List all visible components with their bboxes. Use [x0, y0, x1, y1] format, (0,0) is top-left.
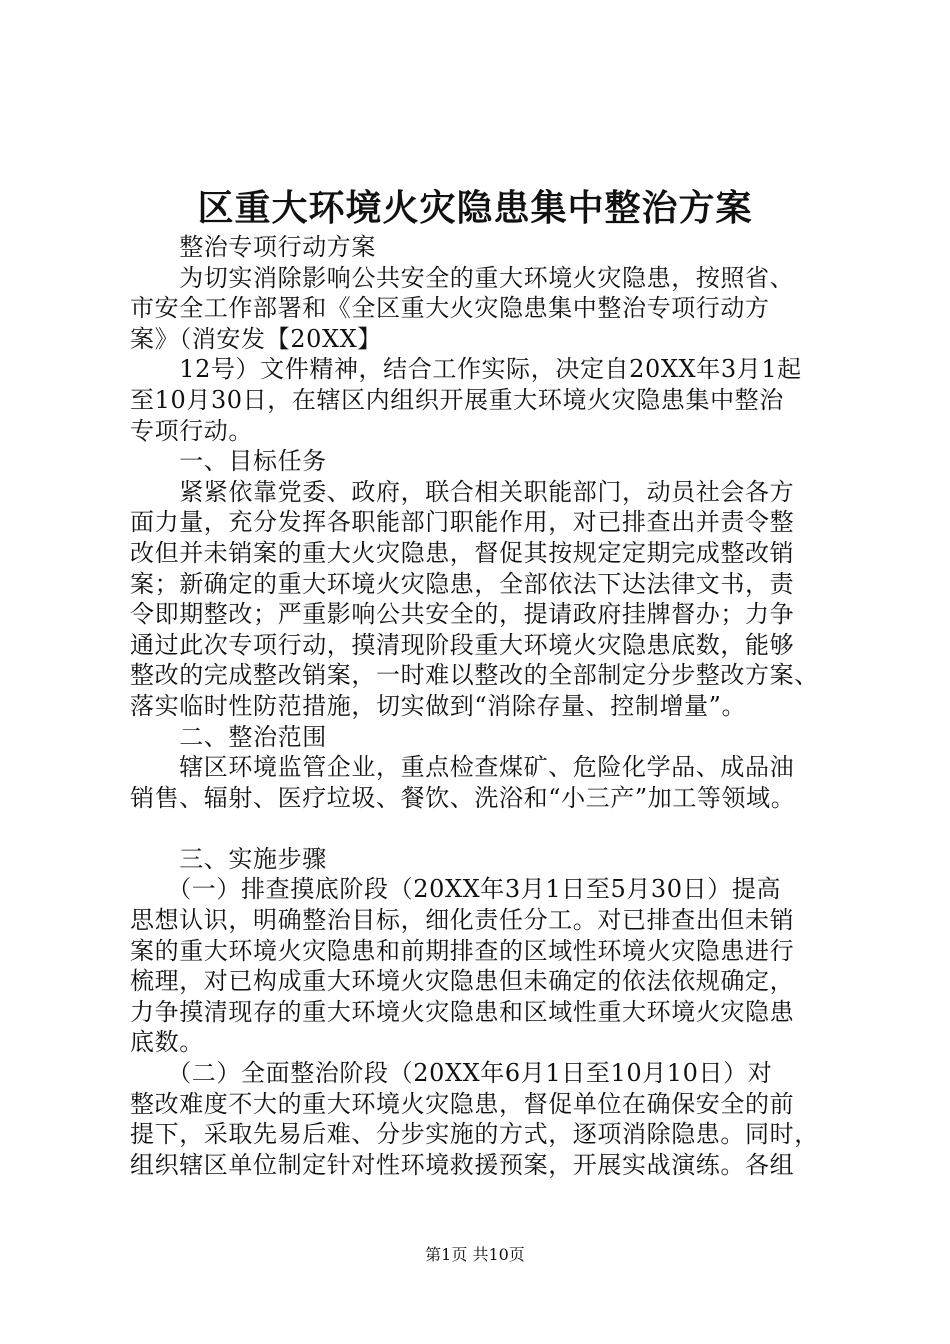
body-line: 组织辖区单位制定针对性环境救援预案，开展实战演练。各组 [130, 1150, 795, 1179]
body-line: 销售、辐射、医疗垃圾、餐饮、洗浴和“小三产”加工等领域。 [130, 783, 796, 812]
document-body [130, 232, 842, 1180]
body-line: 案》（消安发【20XX】 [130, 324, 382, 353]
body-line: 落实临时性防范措施，切实做到“消除存量、控制增量”。 [130, 691, 747, 720]
body-line: 思想认识，明确整治目标，细化责任分工。对已排查出但未销 [130, 906, 795, 935]
body-line: 提下，采取先易后难、分步实施的方式，逐项消除隐患。同时， [130, 1120, 819, 1149]
body-line: 通过此次专项行动，摸清现阶段重大环境火灾隐患底数，能够 [130, 630, 795, 659]
body-line: 整改难度不大的重大环境火灾隐患，督促单位在确保安全的前 [130, 1089, 795, 1118]
body-line: 整治专项行动方案 [130, 233, 376, 261]
body-line: 案；新确定的重大环境火灾隐患，全部依法下达法律文书，责 [130, 569, 795, 598]
body-line: 专项行动。 [130, 416, 253, 445]
body-line: 市安全工作部署和《全区重大火灾隐患集中整治专项行动方 [130, 294, 770, 323]
body-line: 整改的完成整改销案，一时难以整改的全部制定分步整改方案、 [130, 661, 819, 690]
body-line: 面力量，充分发挥各职能部门职能作用，对已排查出并责令整 [130, 508, 795, 537]
body-line: 为切实消除影响公共安全的重大环境火灾隐患，按照省、 [130, 263, 795, 292]
page-footer: 第1页 共10页 [425, 1245, 525, 1264]
blank-line [130, 813, 842, 844]
body-line: 梳理，对已构成重大环境火灾隐患但未确定的依法依规确定， [130, 967, 795, 996]
body-line: 三、实施步骤 [130, 844, 327, 873]
body-line: 至10月30日，在辖区内组织开展重大环境火灾隐患集中整治 [130, 385, 784, 414]
body-line: 改但并未销案的重大火灾隐患，督促其按规定定期完成整改销 [130, 538, 795, 567]
body-line: 辖区环境监管企业，重点检查煤矿、危险化学品、成品油 [130, 753, 795, 782]
body-line: （二）全面整治阶段（20XX年6月1日至10月10日）对 [130, 1059, 773, 1088]
body-line: 一、目标任务 [130, 447, 327, 476]
document-title: 区重大环境火灾隐患集中整治方案 [197, 187, 753, 229]
body-line: 12号）文件精神，结合工作实际，决定自20XX年3月1起 [130, 355, 802, 384]
body-line: 二、整治范围 [130, 722, 327, 751]
body-line: （一）排查摸底阶段（20XX年3月1日至5月30日）提高 [130, 875, 782, 904]
body-line: 底数。 [130, 1028, 204, 1057]
body-line: 紧紧依靠党委、政府，联合相关职能部门，动员社会各方 [130, 477, 795, 506]
body-line: 力争摸清现存的重大环境火灾隐患和区域性重大环境火灾隐患 [130, 997, 795, 1026]
body-line: 案的重大环境火灾隐患和前期排查的区域性环境火灾隐患进行 [130, 936, 795, 965]
body-line: 令即期整改；严重影响公共安全的，提请政府挂牌督办；力争 [130, 600, 795, 629]
